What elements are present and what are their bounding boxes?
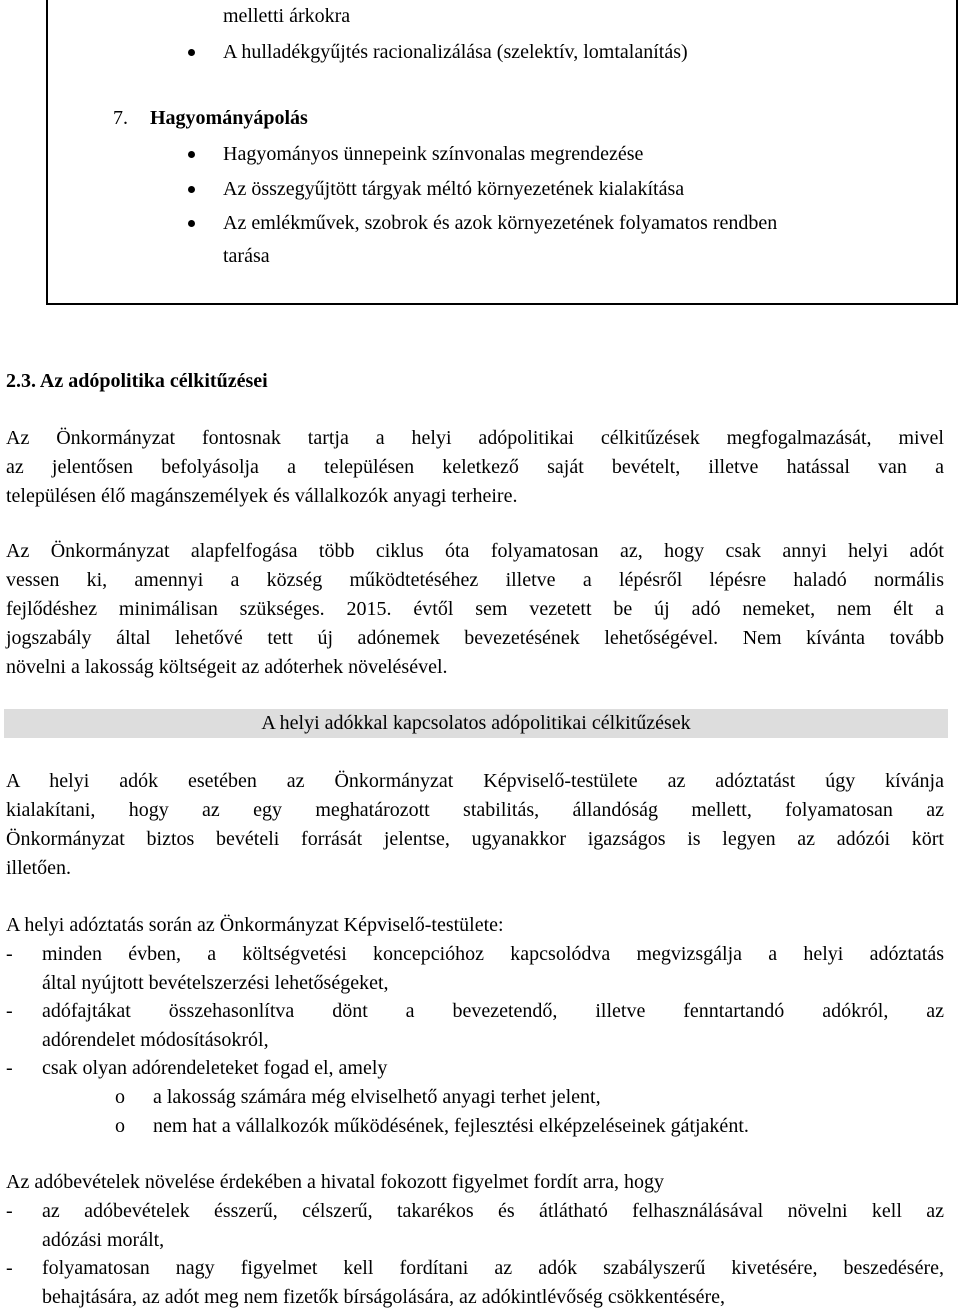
dash-marker: -	[6, 1257, 13, 1279]
paragraph-5-intro: Az adóbevételek növelése érdekében a hivatal fokozott figyelmet fordít arra, hogy	[6, 1171, 665, 1193]
bullet-icon	[188, 151, 195, 158]
list-item: Hagyományos ünnepeink színvonalas megrendezése	[223, 143, 644, 165]
dash-item-line: minden évben, a költségvetési koncepcióhoz kapcsolódva megvizsgálja a helyi adóztatás	[42, 943, 944, 965]
paragraph-line: A helyi adók esetében az Önkormányzat Képviselő-testülete az adóztatást úgy kívánja	[6, 770, 944, 792]
dash-marker: -	[6, 1200, 13, 1222]
dash-item	[42, 1197, 944, 1255]
dash-item	[42, 940, 944, 998]
paragraph-2	[6, 537, 944, 682]
dash-marker: -	[6, 1000, 13, 1022]
paragraph-line: illetően.	[6, 857, 71, 879]
section-number: 7.	[113, 107, 128, 129]
list-item: Az emlékművek, szobrok és azok környezetének folyamatos rendben	[223, 212, 778, 234]
paragraph-line: Az Önkormányzat alapfelfogása több ciklus óta folyamatosan az, hogy csak annyi helyi adót	[6, 540, 944, 562]
sub-item: nem hat a vállalkozók működésének, fejlesztési elképzeléseinek gátjaként.	[153, 1115, 749, 1137]
subheading-bar	[4, 709, 948, 738]
section-heading: 2.3. Az adópolitika célkitűzései	[6, 370, 268, 392]
paragraph-line: jogszabály által lehetővé tett új adónemek bevezetésének lehetőségével. Nem kívánta tovább	[6, 627, 944, 649]
dash-marker: -	[6, 1057, 13, 1079]
paragraph-line: növelni a lakosság költségeit az adóterhek növelésével.	[6, 656, 448, 678]
subheading: A helyi adókkal kapcsolatos adópolitikai célkitűzések	[261, 712, 691, 734]
list-item: A hulladékgyűjtés racionalizálása (szelektív, lomtalanítás)	[223, 41, 688, 63]
dash-item-line: folyamatosan nagy figyelmet kell fordítani az adók szabályszerű kivetésére, beszedésére,	[42, 1257, 944, 1279]
sub-item: a lakosság számára még elviselhető anyagi terhet jelent,	[153, 1086, 601, 1108]
bullet-icon	[188, 220, 195, 227]
paragraph-line: vessen ki, amennyi a község működtetéséhez illetve a lépésről lépésre haladó normális	[6, 569, 944, 591]
dash-item	[42, 997, 944, 1055]
dash-item-line: adófajtákat összehasonlítva dönt a bevezetendő, illetve fenntartandó adókról, az	[42, 1000, 944, 1022]
paragraph-4-intro: A helyi adóztatás során az Önkormányzat Képviselő-testülete:	[6, 914, 504, 936]
sub-marker: o	[115, 1086, 125, 1108]
paragraph-line: az jelentősen befolyásolja a településen keletkező saját bevételt, illetve hatással van a	[6, 456, 944, 478]
dash-item-line: által nyújtott bevételszerzési lehetőségeket,	[42, 972, 389, 994]
dash-item: csak olyan adórendeleteket fogad el, amely	[42, 1057, 388, 1079]
paragraph-3	[6, 767, 944, 883]
list-item-continuation: tarása	[223, 245, 270, 267]
paragraph-line: Az Önkormányzat fontosnak tartja a helyi adópolitikai célkitűzések megfogalmazását, mivel	[6, 427, 944, 449]
paragraph-line: kialakítani, hogy az egy meghatározott stabilitás, állandóság mellett, folyamatosan az	[6, 799, 944, 821]
dash-item-line: adórendelet módosításokról,	[42, 1029, 269, 1051]
bullet-icon	[188, 186, 195, 193]
paragraph-line: Önkormányzat biztos bevételi forrását jelentse, ugyanakkor igazságos is legyen az adózói kört	[6, 828, 944, 850]
dash-marker: -	[6, 943, 13, 965]
paragraph-line: településen élő magánszemélyek és vállalkozók anyagi terheire.	[6, 485, 518, 507]
paragraph-line: fejlődéshez minimálisan szükséges. 2015. évtől sem vezetett be új adó nemeket, nem élt a	[6, 598, 944, 620]
dash-item-line: adózási morált,	[42, 1229, 165, 1251]
dash-item-line: az adóbevételek ésszerű, célszerű, takarékos és átlátható felhasználásával növelni kell az	[42, 1200, 944, 1222]
dash-item	[42, 1254, 944, 1312]
bullet-icon	[188, 49, 195, 56]
section-title: Hagyományápolás	[150, 107, 308, 129]
paragraph-1	[6, 424, 944, 511]
continuation-line: melletti árkokra	[223, 5, 351, 27]
sub-marker: o	[115, 1115, 125, 1137]
dash-item-line: behajtására, az adót meg nem fizetők bírságolására, az adókintlévőség csökkentésére,	[42, 1286, 726, 1308]
list-item: Az összegyűjtött tárgyak méltó környezetének kialakítása	[223, 178, 685, 200]
